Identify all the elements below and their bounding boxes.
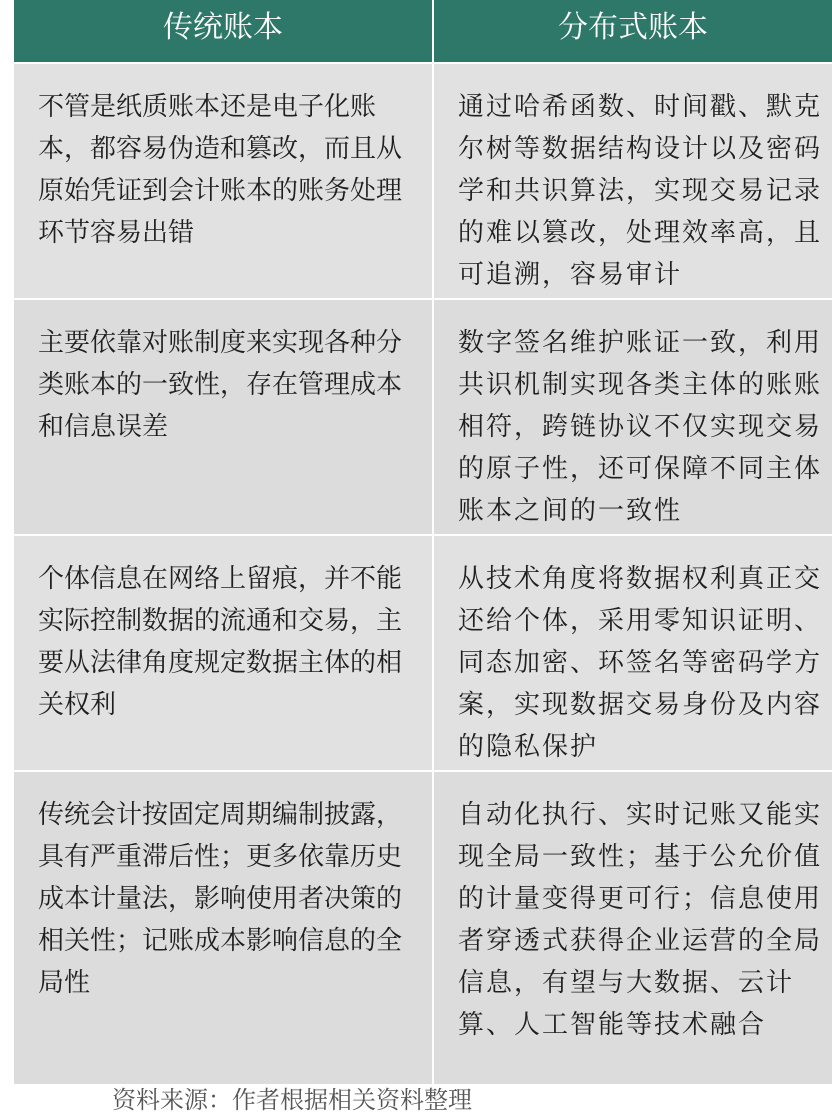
source-footnote: 资料来源：作者根据相关资料整理 — [112, 1086, 472, 1114]
distributed-cell: 通过哈希函数、时间戳、默克尔树等数据结构设计以及密码学和共识算法，实现交易记录的难以篡改，处理效率高，且可追溯，容易审计 — [458, 92, 823, 290]
table-row — [14, 770, 832, 1084]
distributed-cell: 自动化执行、实时记账又能实现全局一致性；基于公允价值的计量变得更可行；信息使用者穿透式获得企业运营的全局信息，有望与大数据、云计算、人工智能等技术融合 — [458, 800, 823, 1040]
traditional-cell: 传统会计按固定周期编制披露，具有严重滞后性；更多依靠历史成本计量法，影响使用者决策的相关性；记账成本影响信息的全局性 — [14, 772, 434, 1084]
traditional-cell: 主要依靠对账制度来实现各种分类账本的一致性，存在管理成本和信息误差 — [14, 300, 434, 534]
table-header-row — [14, 0, 832, 62]
comparison-table — [14, 0, 832, 1084]
header-traditional-ledger: 传统账本 — [14, 0, 434, 62]
table-row — [14, 534, 832, 770]
distributed-cell: 从技术角度将数据权利真正交还给个体，采用零知识证明、同态加密、环签名等密码学方案，实现数据交易身份及内容的隐私保护 — [458, 564, 823, 762]
table-row — [14, 62, 832, 298]
traditional-cell: 个体信息在网络上留痕，并不能实际控制数据的流通和交易，主要从法律角度规定数据主体的相关权利 — [14, 536, 434, 770]
traditional-cell: 不管是纸质账本还是电子化账本，都容易伪造和篡改，而且从原始凭证到会计账本的账务处理环节容易出错 — [14, 64, 434, 298]
table-row — [14, 298, 832, 534]
distributed-cell: 数字签名维护账证一致，利用共识机制实现各类主体的账账相符，跨链协议不仅实现交易的原子性，还可保障不同主体账本之间的一致性 — [458, 328, 823, 526]
header-distributed-ledger: 分布式账本 — [558, 10, 708, 45]
